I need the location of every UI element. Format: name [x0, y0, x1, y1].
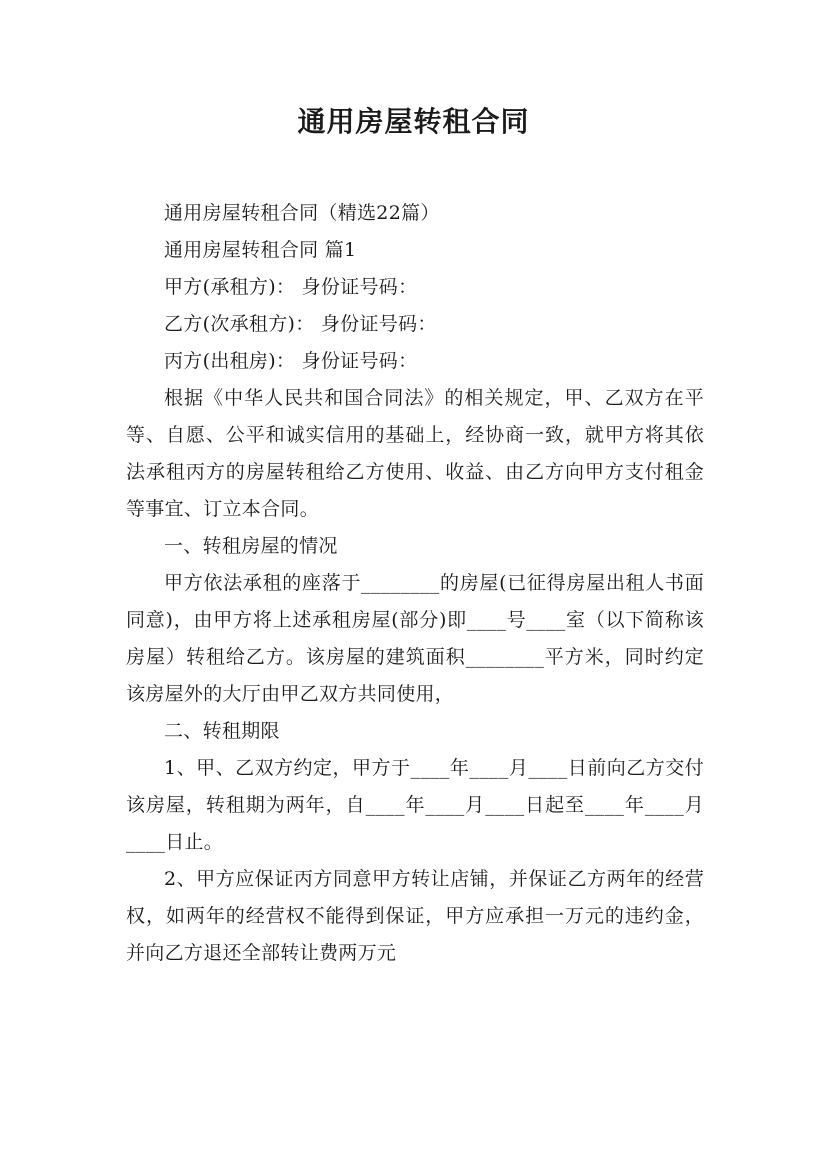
paragraph-preamble: 根据《中华人民共和国合同法》的相关规定，甲、乙双方在平等、自愿、公平和诚实信用的基础上，经协商一致，就甲方将其依法承租丙方的房屋转租给乙方使用、收益、由乙方向甲方支付租金等事宜、订立本合同。: [126, 387, 704, 520]
paragraph-party-b: 乙方(次承租方)： 身份证号码：: [164, 313, 437, 335]
paragraph-party-c: 丙方(出租房)： 身份证号码：: [164, 350, 418, 372]
paragraph-heading-2: 二、转租期限: [164, 720, 280, 742]
paragraph-term-1: 1、甲、乙双方约定，甲方于____年____月____日前向乙方交付该房屋，转租期为两年，自____年____月____日起至____年____月____日止。: [126, 757, 704, 853]
document-body: [126, 195, 704, 972]
paragraph-term-2: 2、甲方应保证丙方同意甲方转让店铺，并保证乙方两年的经营权，如两年的经营权不能得到保证，甲方应承担一万元的违约金，并向乙方退还全部转让费两万元: [126, 868, 704, 964]
document-title: 通用房屋转租合同: [297, 105, 530, 138]
paragraph-property-info: 甲方依法承租的座落于________的房屋(已征得房屋出租人书面同意)，由甲方将上述承租房屋(部分)即____号____室（以下简称该房屋）转租给乙方。该房屋的建筑面积________平方米，同时约定该房屋外的大厅由甲乙双方共同使用，: [126, 572, 704, 705]
paragraph-subtitle: 通用房屋转租合同（精选22篇）: [164, 202, 440, 224]
paragraph-party-a: 甲方(承租方)： 身份证号码：: [164, 276, 418, 298]
paragraph-heading-1: 一、转租房屋的情况: [164, 535, 338, 557]
paragraph-section-heading: 通用房屋转租合同 篇1: [164, 239, 357, 261]
